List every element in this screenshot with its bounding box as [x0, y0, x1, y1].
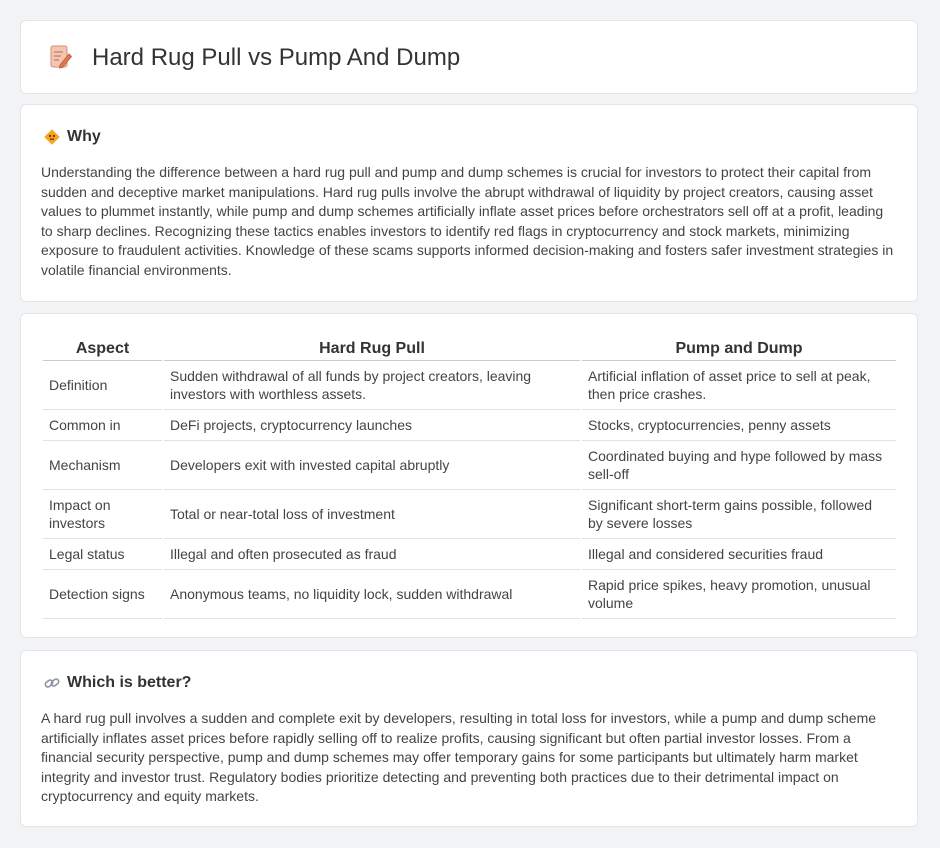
table-cell-aspect: Legal status	[43, 539, 162, 570]
better-heading	[43, 673, 191, 693]
why-heading-label: Why	[67, 128, 101, 145]
table-cell-pump-dump: Illegal and considered securities fraud	[582, 539, 896, 570]
table-cell-rug-pull: DeFi projects, cryptocurrency launches	[164, 410, 580, 441]
table-cell-aspect: Definition	[43, 361, 162, 410]
header-card	[20, 20, 918, 94]
comparison-card	[20, 313, 918, 638]
why-text: Understanding the difference between a hard rug pull and pump and dump schemes is crucial for investors to protect their capital from sudden and deceptive market manipulations. Hard rug pulls involve the abrupt withdrawal of liquidity by project creators, causing asset values to plummet instantly, while pump and dump schemes artificially inflate asset prices before orchestrators sell off at a profit, leading to sharp declines. Recognizing these tactics enables investors to identify red flags in cryptocurrency and stock markets, minimizing exposure to fraudulent activities. Knowledge of these scams supports informed decision-making and fosters safer investment strategies in volatile financial environments.	[41, 164, 894, 278]
link-icon	[43, 674, 61, 692]
column-header-pump-and-dump: Pump and Dump	[582, 332, 896, 361]
comparison-table	[41, 332, 898, 619]
column-header-aspect: Aspect	[43, 332, 162, 361]
why-section	[20, 104, 918, 302]
why-heading	[43, 127, 101, 147]
diamond-warning-icon	[43, 128, 61, 146]
table-row	[43, 361, 896, 410]
table-header-row	[43, 332, 896, 361]
table-cell-rug-pull: Anonymous teams, no liquidity lock, sudden withdrawal	[164, 570, 580, 619]
better-heading-label: Which is better?	[67, 674, 192, 691]
table-cell-pump-dump: Significant short-term gains possible, followed by severe losses	[582, 490, 896, 539]
table-cell-rug-pull: Total or near-total loss of investment	[164, 490, 580, 539]
better-text: A hard rug pull involves a sudden and complete exit by developers, resulting in total loss for investors, while a pump and dump scheme artificially inflates asset prices before rapidly selling off to realize profits, causing significant but often partial investor losses. From a financial security perspective, pump and dump schemes may offer temporary gains for some participants but ultimately harm market integrity and investor trust. Regulatory bodies prioritize detecting and preventing both practices due to their detrimental impact on cryptocurrency and equity markets.	[41, 710, 877, 804]
table-cell-aspect: Impact on investors	[43, 490, 162, 539]
table-cell-rug-pull: Illegal and often prosecuted as fraud	[164, 539, 580, 570]
table-cell-pump-dump: Artificial inflation of asset price to sell at peak, then price crashes.	[582, 361, 896, 410]
table-cell-aspect: Detection signs	[43, 570, 162, 619]
table-row	[43, 539, 896, 570]
table-cell-aspect: Common in	[43, 410, 162, 441]
table-cell-pump-dump: Rapid price spikes, heavy promotion, unusual volume	[582, 570, 896, 619]
table-row	[43, 441, 896, 490]
table-row	[43, 490, 896, 539]
page-title: Hard Rug Pull vs Pump And Dump	[92, 44, 461, 71]
table-cell-rug-pull: Developers exit with invested capital abruptly	[164, 441, 580, 490]
table-row	[43, 410, 896, 441]
which-is-better-section	[20, 650, 918, 827]
table-cell-pump-dump: Stocks, cryptocurrencies, penny assets	[582, 410, 896, 441]
column-header-hard-rug-pull: Hard Rug Pull	[164, 332, 580, 361]
table-row	[43, 570, 896, 619]
document-edit-icon	[46, 43, 74, 71]
table-cell-pump-dump: Coordinated buying and hype followed by mass sell-off	[582, 441, 896, 490]
table-cell-rug-pull: Sudden withdrawal of all funds by project creators, leaving investors with worthless assets.	[164, 361, 580, 410]
table-cell-aspect: Mechanism	[43, 441, 162, 490]
